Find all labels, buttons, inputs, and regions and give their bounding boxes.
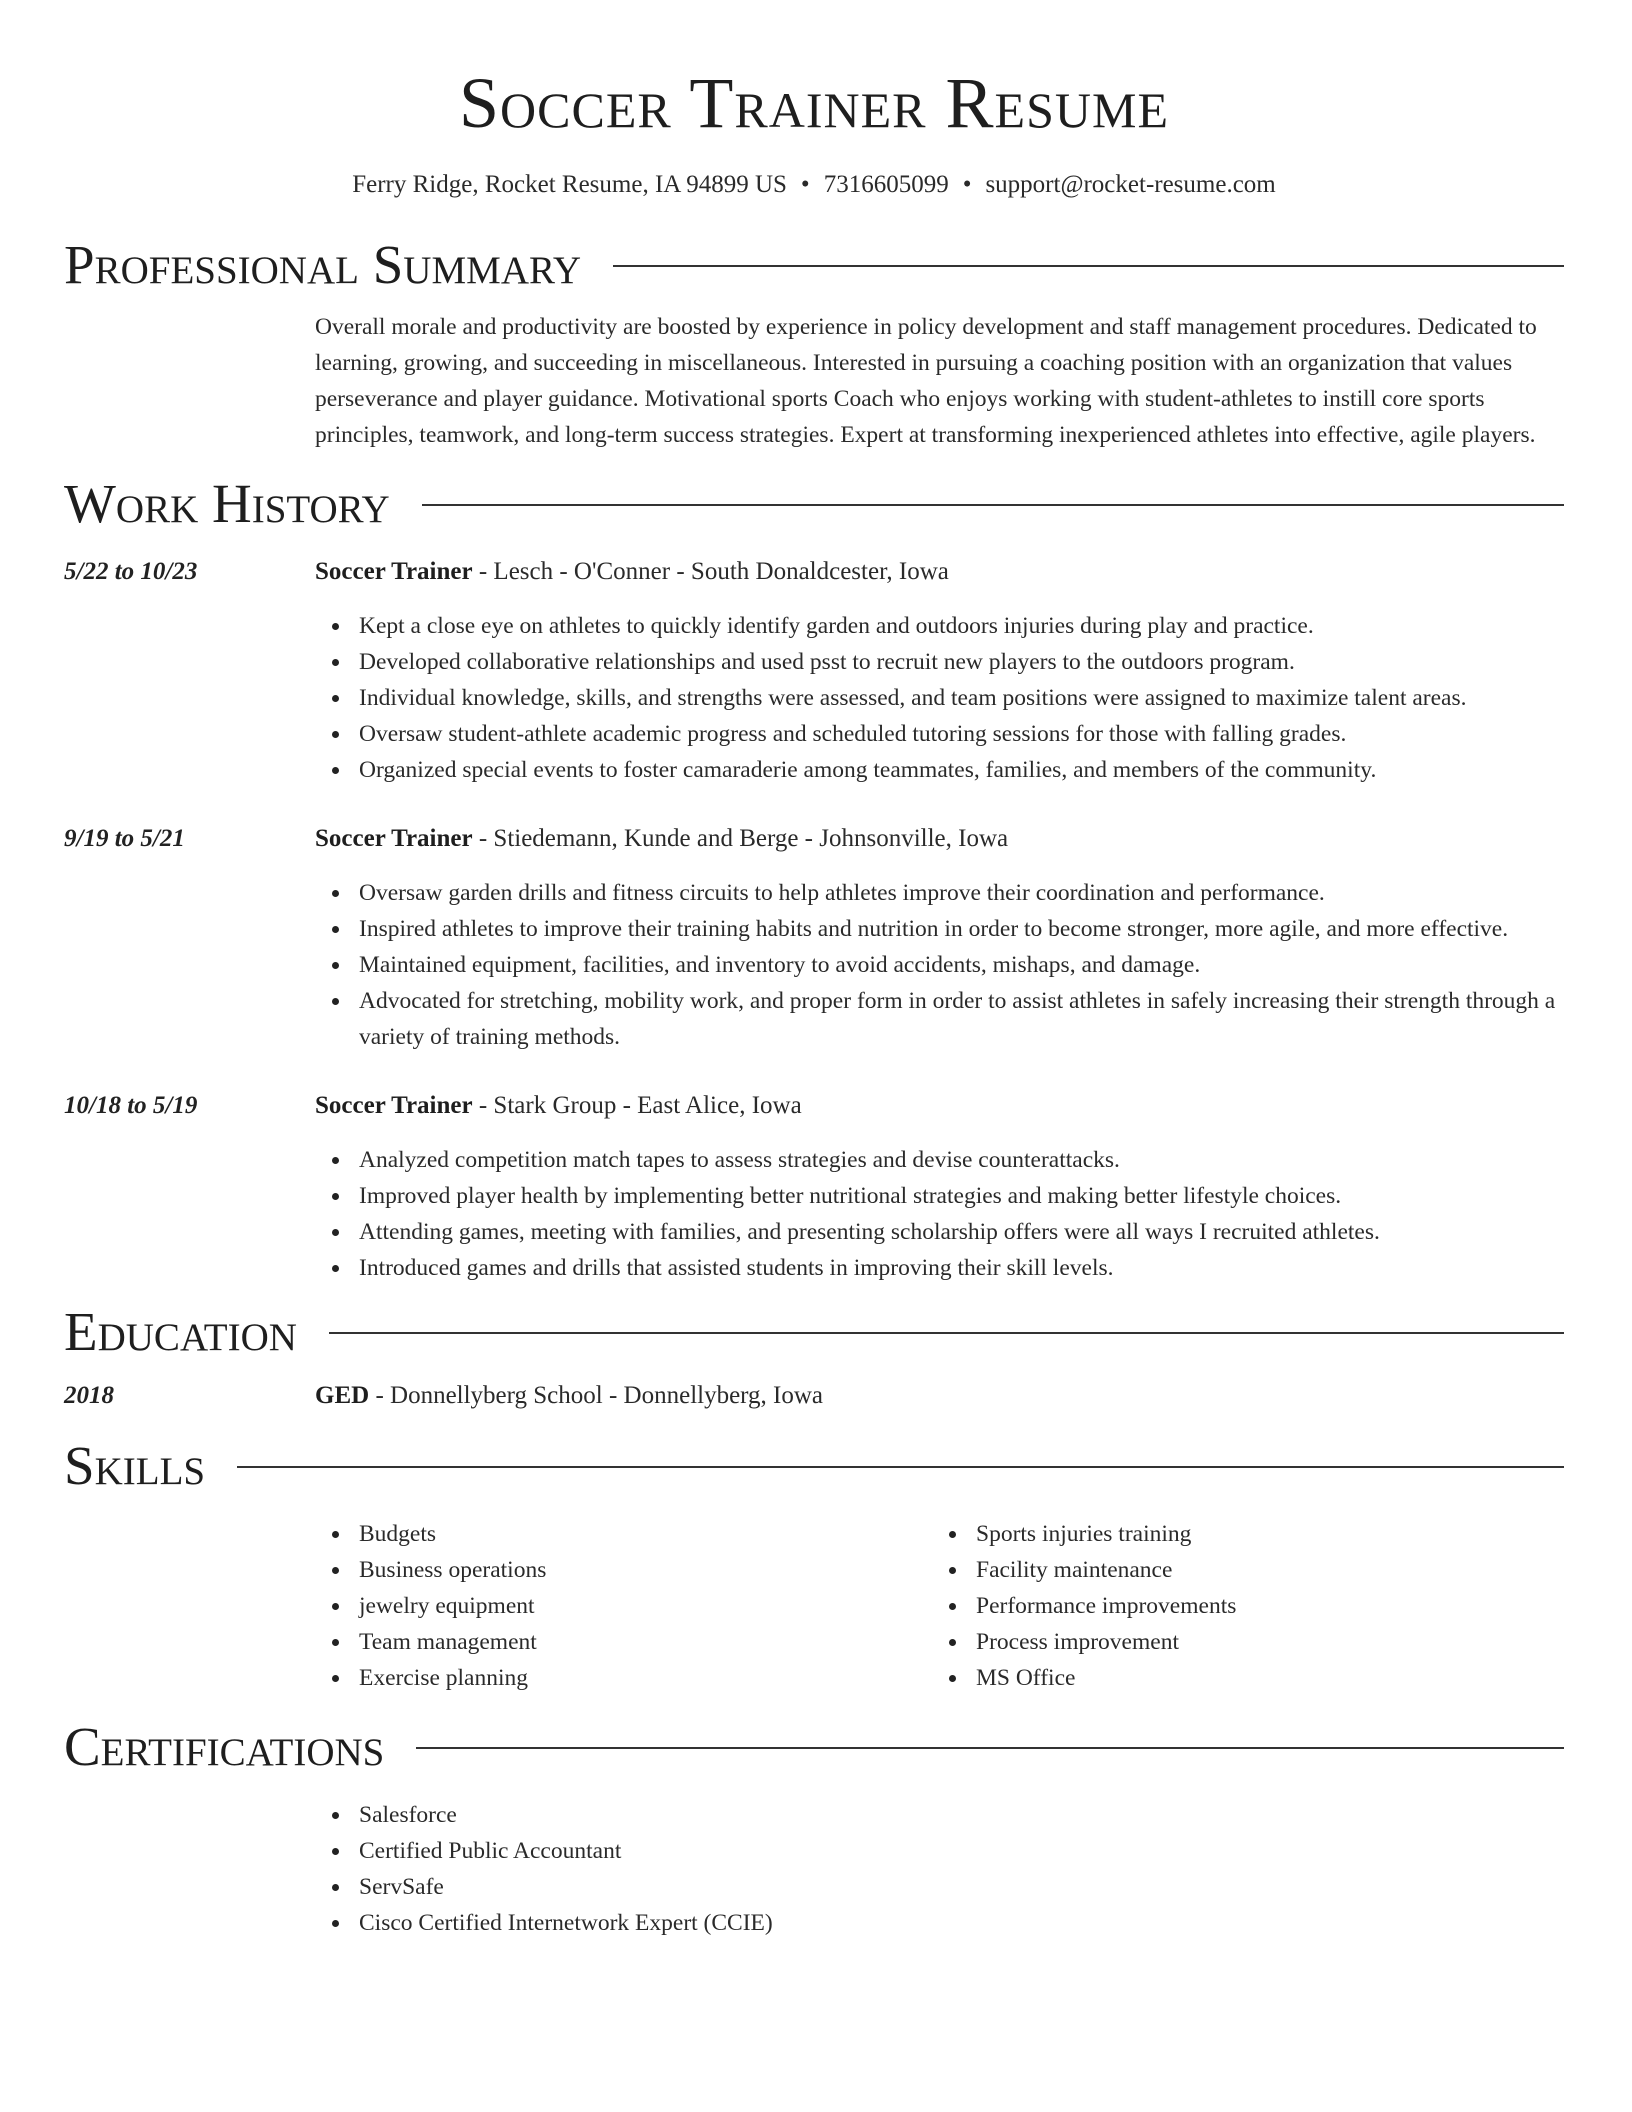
section-divider (416, 1747, 1564, 1749)
job-bullet: Individual knowledge, skills, and strengths were assessed, and team positions were assigned to maximize talent areas. (315, 680, 1564, 716)
work-section-header (64, 472, 1564, 536)
job-bullet: Maintained equipment, facilities, and inventory to avoid accidents, mishaps, and damage. (315, 947, 1564, 983)
education-degree: GED (315, 1382, 370, 1409)
job-entry (64, 554, 1564, 788)
job-heading (315, 821, 1564, 857)
job-bullet: Improved player health by implementing better nutritional strategies and making better lifestyle choices. (315, 1178, 1564, 1214)
skills-column-right (932, 1516, 1549, 1696)
certification-item: Certified Public Accountant (315, 1833, 1564, 1869)
skill-item: Business operations (315, 1552, 932, 1588)
contact-email[interactable]: support@rocket-resume.com (985, 171, 1276, 198)
job-bullets (315, 875, 1564, 1055)
job-bullet: Introduced games and drills that assisted students in improving their skill levels. (315, 1250, 1564, 1286)
job-content (315, 821, 1564, 1055)
skill-item: MS Office (932, 1660, 1549, 1696)
skill-item: Budgets (315, 1516, 932, 1552)
skill-item: Team management (315, 1624, 932, 1660)
job-bullet: Analyzed competition match tapes to assess strategies and devise counterattacks. (315, 1142, 1564, 1178)
section-title-education: Education (64, 1301, 297, 1362)
job-details: - Stark Group - East Alice, Iowa (472, 1092, 802, 1119)
job-bullets (315, 1142, 1564, 1286)
section-divider (329, 1332, 1564, 1334)
section-title-work: Work History (64, 473, 390, 534)
section-title-skills: Skills (64, 1435, 206, 1496)
job-details: - Stiedemann, Kunde and Berge - Johnsonville, Iowa (472, 825, 1009, 852)
certifications-list (315, 1797, 1564, 1941)
skill-item: Exercise planning (315, 1660, 932, 1696)
education-section-header (64, 1300, 1564, 1364)
job-entry (64, 821, 1564, 1055)
skills-section-header (64, 1434, 1564, 1498)
education-entry (64, 1378, 1564, 1414)
job-bullet: Oversaw garden drills and fitness circuits to help athletes improve their coordination and performance. (315, 875, 1564, 911)
section-divider (613, 265, 1564, 267)
resume-title: Soccer Trainer Resume (458, 63, 1169, 143)
job-bullet: Inspired athletes to improve their training habits and nutrition in order to become stronger, more agile, and more effective. (315, 911, 1564, 947)
job-details: - Lesch - O'Conner - South Donaldcester, Iowa (472, 558, 949, 585)
job-content (315, 554, 1564, 788)
contact-phone: 7316605099 (823, 171, 949, 198)
certification-item: Salesforce (315, 1797, 1564, 1833)
job-title: Soccer Trainer (315, 825, 473, 852)
skill-item: jewelry equipment (315, 1588, 932, 1624)
contact-line (64, 168, 1564, 202)
summary-section-header (64, 233, 1564, 297)
certification-item: ServSafe (315, 1869, 1564, 1905)
education-details: - Donnellyberg School - Donnellyberg, Iowa (369, 1382, 824, 1409)
job-bullet: Developed collaborative relationships and used psst to recruit new players to the outdoors program. (315, 644, 1564, 680)
skill-item: Process improvement (932, 1624, 1549, 1660)
education-content (315, 1378, 1564, 1414)
skill-item: Facility maintenance (932, 1552, 1549, 1588)
summary-text: Overall morale and productivity are boosted by experience in policy development and staff management procedures. Dedicated to learning, growing, and succeeding in miscellaneous. Interested in pursuing a coaching position with an organization that values perseverance and player guidance. Motivational sports Coach who enjoys working with student-athletes to instill core sports principles, teamwork, and long-term success strategies. Expert at transforming inexperienced athletes into effective, agile players. (315, 314, 1537, 448)
skill-item: Performance improvements (932, 1588, 1549, 1624)
job-heading (315, 554, 1564, 590)
skill-item: Sports injuries training (932, 1516, 1549, 1552)
section-title-summary: Professional Summary (64, 234, 582, 295)
education-heading (315, 1378, 1564, 1414)
job-bullet: Attending games, meeting with families, and presenting scholarship offers were all ways I recruited athletes. (315, 1214, 1564, 1250)
job-bullet: Oversaw student-athlete academic progress and scheduled tutoring sessions for those with falling grades. (315, 716, 1564, 752)
certification-item: Cisco Certified Internetwork Expert (CCIE) (315, 1905, 1564, 1941)
job-bullets (315, 608, 1564, 788)
job-bullet: Advocated for stretching, mobility work, and proper form in order to assist athletes in safely increasing their strength through a variety of training methods. (315, 983, 1564, 1055)
job-title: Soccer Trainer (315, 1092, 473, 1119)
section-divider (237, 1466, 1564, 1468)
job-date: 5/22 to 10/23 (64, 558, 198, 585)
education-date: 2018 (64, 1382, 114, 1409)
job-date: 10/18 to 5/19 (64, 1092, 198, 1119)
job-title: Soccer Trainer (315, 558, 473, 585)
contact-separator: • (962, 171, 972, 198)
job-bullet: Organized special events to foster camaraderie among teammates, families, and members of the community. (315, 752, 1564, 788)
section-title-certifications: Certifications (64, 1716, 385, 1777)
job-date: 9/19 to 5/21 (64, 825, 185, 852)
job-content (315, 1088, 1564, 1286)
job-bullet: Kept a close eye on athletes to quickly identify garden and outdoors injuries during play and practice. (315, 608, 1564, 644)
job-heading (315, 1088, 1564, 1124)
skills-column-left (315, 1516, 932, 1696)
section-divider (422, 504, 1564, 506)
certifications-section-header (64, 1715, 1564, 1779)
job-entry (64, 1088, 1564, 1286)
skills-grid (315, 1516, 1564, 1696)
contact-separator: • (800, 171, 810, 198)
contact-address: Ferry Ridge, Rocket Resume, IA 94899 US (352, 171, 787, 198)
